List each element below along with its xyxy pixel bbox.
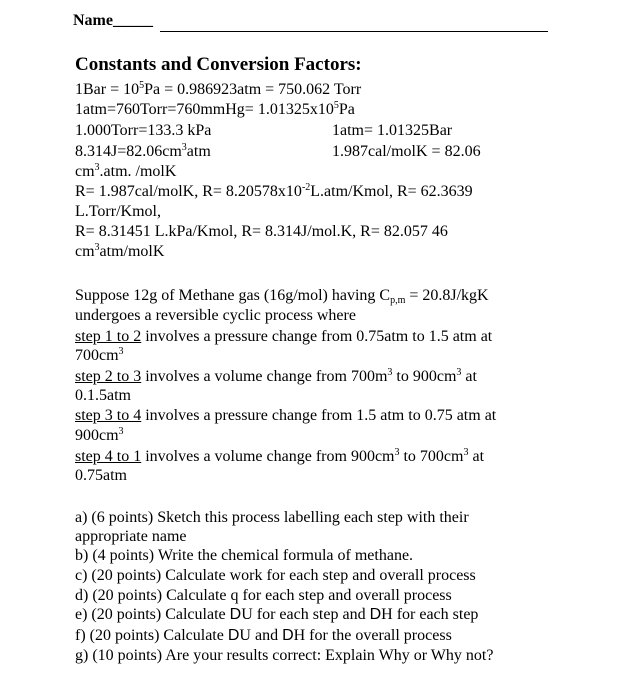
delta-symbol: D <box>282 627 294 644</box>
constant-line-5: $cm^3.atm$. /molK <box>75 162 177 180</box>
question-e: e) (20 points) Calculate DU for each step and DH for each step <box>75 606 479 623</box>
step-2-to-3-label: step 2 to 3 <box>75 368 142 385</box>
delta-symbol: D <box>229 606 242 623</box>
constant-line-3-right: 1atm= 1.01325Bar <box>332 122 453 139</box>
delta-symbol: D <box>227 627 240 644</box>
question-b: b) (4 points) Write the chemical formula of methane. <box>75 547 414 564</box>
question-f: f) (20 points) Calculate DU and DH for the overall process <box>75 627 452 644</box>
constant-line-9: $cm^3atm$/molK <box>75 242 165 260</box>
step-4-to-1-cont: 0.75atm <box>75 467 127 484</box>
problem-line-2: undergoes a reversible cyclic process where <box>75 307 356 324</box>
constant-line-7: L.Torr/Kmol, <box>75 203 161 220</box>
question-d: d) (20 points) Calculate q for each step and overall process <box>75 587 452 604</box>
step-4-to-1-label: step 4 to 1 <box>75 448 142 465</box>
step-3-to-4-cont: $900cm^3$ <box>75 426 124 444</box>
problem-line-1: Suppose 12g of Methane gas (16g/mol) having $C_{p,m} = 20.8J/kgK$ <box>75 287 489 306</box>
question-c: c) (20 points) Calculate work for each step and overall process <box>75 567 476 584</box>
step-1-to-2: step 1 to 2 involves a pressure change from 0.75atm to 1.5 atm at <box>75 328 493 345</box>
constants-heading: Constants and Conversion Factors: <box>75 54 362 75</box>
question-a-line-2: appropriate name <box>75 528 187 545</box>
constant-line-6: R= 1.987cal/molK, $R= 8.20578x10^{-2}L.atm$/Kmol, R= 62.3639 <box>75 182 473 200</box>
step-3-to-4: step 3 to 4 involves a pressure change from 1.5 atm to 0.75 atm at <box>75 407 497 424</box>
delta-symbol: D <box>369 606 382 623</box>
constant-line-2: 1atm=760Torr=760mmHg= $1.01325x10^5Pa$ <box>75 100 355 118</box>
step-3-to-4-label: step 3 to 4 <box>75 407 142 424</box>
step-1-to-2-label: step 1 to 2 <box>75 328 142 345</box>
question-a-line-1: a) (6 points) Sketch this process labelling each step with their <box>75 509 469 526</box>
step-4-to-1: step 4 to 1 involves a volume change from $900cm^3$ to $700cm^3$ at <box>75 447 485 465</box>
step-2-to-3: step 2 to 3 involves a volume change from $700m^3$ to $900cm^3$ at <box>75 367 477 385</box>
name-label: Name_____ <box>73 12 153 29</box>
constant-line-4-right: 1.987cal/molK = 82.06 <box>332 143 481 160</box>
constant-line-4-left: $8.314J=82.06cm^3atm$ <box>75 142 211 160</box>
constant-line-1: $1Bar = 10^5Pa = 0.986923atm = 750.062$ Torr <box>75 80 362 98</box>
question-g: g) (10 points) Are your results correct: Explain Why or Why not? <box>75 647 494 664</box>
constant-line-8: R= 8.31451 L.kPa/Kmol, R= 8.314J/mol.K, R= 82.057 46 <box>75 223 448 240</box>
step-2-to-3-cont: 0.1.5atm <box>75 387 131 404</box>
step-1-to-2-cont: $700cm^3$ <box>75 346 124 364</box>
name-blank-line[interactable] <box>160 31 548 32</box>
constant-line-3-left: 1.000Torr=133.3 kPa <box>75 122 212 139</box>
